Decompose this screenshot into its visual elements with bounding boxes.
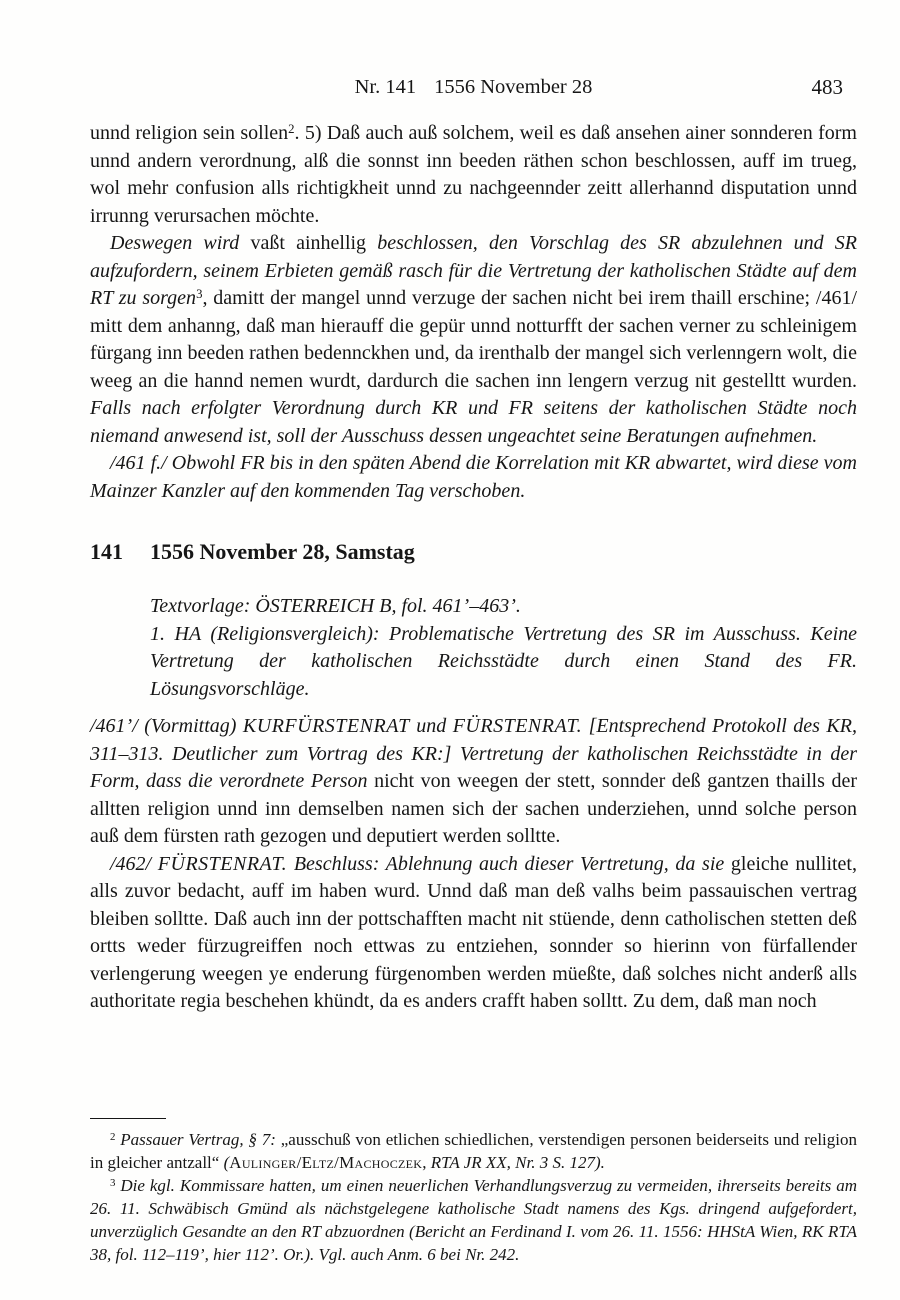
regest-paragraph: 1. HA (Religionsvergleich): Problematische Vertretung des SR im Ausschuss. Keine Vertretung der katholischen Reichsstädte durch einen Stand des FR. Lösungsvorschläge. <box>150 622 857 700</box>
entry-number: 141 <box>90 539 123 564</box>
regest-block <box>150 593 857 703</box>
entry-title: 1556 November 28, Samstag <box>150 539 415 564</box>
running-head-number: Nr. 141 <box>354 76 417 98</box>
page-body <box>90 120 857 1016</box>
body-paragraph: /461 f./ Obwohl FR bis in den späten Abend die Korrelation mit KR abwartet, wird diese vom Mainzer Kanzler auf den kommenden Tag verschoben. <box>90 452 857 502</box>
regest-paragraph: Textvorlage: ÖSTERREICH B, fol. 461’–463’. <box>150 595 521 617</box>
footnote: $^2$ Passauer Vertrag, § 7: „ausschuß von etlichen schiedlichen, verstendigen personen beiderseits und religion in gleicher antzall“ (Aulinger/Eltz/Machoczek, RTA JR XX, Nr. 3 S. 127). <box>90 1130 857 1172</box>
footnote-separator-rule <box>90 1118 166 1119</box>
body-paragraph: Deswegen wird vaßt ainhellig beschlossen, den Vorschlag des SR abzulehnen und SR aufzufordern, seinem Erbieten gemäß rasch für die Vertretung der katholischen Städte auf dem RT zu sorgen$^3$, damitt der mangel unnd verzuge der sachen nicht bei irem thaill erschine; /461/ mitt dem anhanng, daß man hierauff die gepür unnd notturfft der sachen verner zu schleinigem fürgang inn beeden rathen bedennckhen und, da irenthalb der mangel sich verlenngern wolt, die weeg an die hannd nemen wurdt, dardurch die sachen inn lengern verzug nit gestelltt wurden. Falls nach erfolgter Verordnung durch KR und FR seitens der katholischen Städte noch niemand anwesend ist, soll der Ausschuss dessen ungeachtet seine Beratungen aufnehmen. <box>90 232 858 447</box>
page-number: 483 <box>811 75 843 99</box>
running-header <box>90 74 857 102</box>
body-paragraph: /461’/ (Vormittag) KURFÜRSTENRAT und FÜRSTENRAT. [Entsprechend Protokoll des KR, 311–313. Deutlicher zum Vortrag des KR:] Vertretung der katholischen Reichsstädte in der Form, dass die verordnete Person nicht von weegen der stett, sonnder deß gantzen thaills der alltten religion unnd inn demselben namen sich der sachen underziehen, unnd solche person auß dem fürsten rath gezogen und deputiert werden solltte. <box>90 715 858 847</box>
running-head-date: 1556 November 28 <box>434 76 593 98</box>
footnote: $^3$ Die kgl. Kommissare hatten, um einen neuerlichen Verhandlungsverzug zu vermeiden, ihrerseits bereits am 26. 11. Schwäbisch Gmünd als nächstgelegene katholische Stadt namens des Kgs. dringend aufgefordert, unverzüglich Gesandte an den RT abzuordnen (Bericht an Ferdinand I. vom 26. 11. 1556: HHStA Wien, RK RTA 38, fol. 112–119’, hier 112’. Or.). Vgl. auch Anm. 6 bei Nr. 242. <box>90 1176 858 1264</box>
entry-heading <box>90 537 857 567</box>
footnotes-section <box>90 1118 857 1266</box>
body-paragraph: /462/ FÜRSTENRAT. Beschluss: Ablehnung auch dieser Vertretung, da sie gleiche nullitet, alls zuvor bedacht, auff im haben wurd. Unnd daß man deß valhs beim passauischen vertrag bleiben solltte. Daß auch inn der pottschafften macht nit stüende, denn catholischen stetten deß ortts weder fürzugreiffen noch ettwas zu entziehen, sonnder so hierinn von fürfallender verlengerung weegen ye enderung fürgenomben werden müeßte, daß solches nicht anderß alls authoritate regia beschehen khündt, da es anders crafft haben solltt. Zu dem, daß man noch <box>90 852 857 1012</box>
body-paragraph: unnd religion sein sollen$^2$. 5) Daß auch auß solchem, weil es daß ansehen ainer sonnderen form unnd andern verordnung, alß die sonnst inn beeden räthen schon beschlossen, auff im trueg, wol mehr confusion alls richtigkheit unnd zu nachgeennder zeitt allerhannd disputation unnd irrunng verursachen möchte. <box>90 122 857 227</box>
